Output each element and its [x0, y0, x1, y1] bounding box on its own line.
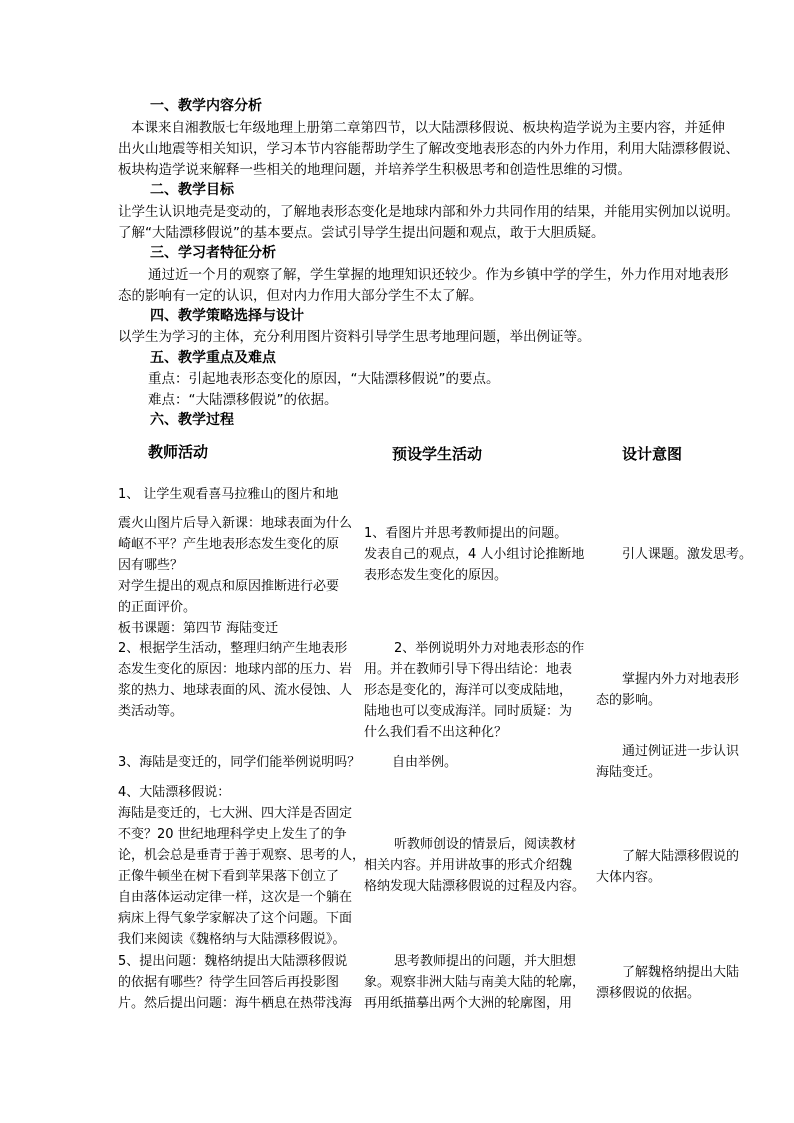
- row2-teacher-line: 类活动等。: [118, 704, 184, 719]
- section4-heading: 四、教学策略选择与设计: [150, 308, 304, 324]
- row1-teacher-line: 的正面评价。: [118, 600, 197, 615]
- row4-teacher-line: 我们来阅读《魏格纳与大陆漂移假说》。: [118, 932, 346, 947]
- row4-teacher-line: 4、大陆漂移假说：: [118, 785, 231, 800]
- difficulty: 难点：“大陆漂移假说”的依据。: [148, 392, 338, 408]
- table-row-5-teacher: [118, 951, 352, 1014]
- table-row-3-teacher: [118, 752, 360, 773]
- table-row-2-student: [364, 638, 584, 743]
- row3-teacher-line: 3、海陆是变迁的，同学们能举例说明吗？: [118, 755, 361, 770]
- row2-student-line: 什么我们看不出这种化？: [364, 725, 508, 740]
- row5-intent-line: 了解魏格纳提出大陆: [622, 965, 740, 980]
- table-row-3-student: [392, 752, 457, 773]
- table-row-1-intent: [622, 544, 752, 565]
- table-row-2-intent: [596, 669, 739, 711]
- table-row-5-student: [364, 951, 585, 1014]
- row1-teacher-line: 1、 让学生观看喜马拉雅山的图片和地: [118, 487, 339, 502]
- row3-intent-line: 海陆变迁。: [596, 765, 662, 780]
- section3-line-2: 态的影响有一定的认识，但对内力作用大部分学生不太了解。: [118, 288, 483, 304]
- table-row-5-intent: [596, 962, 739, 1004]
- col-header-intent: 设计意图: [622, 445, 683, 463]
- section3-line-1: 通过近一个月的观察了解，学生掌握的地理知识还较少。作为乡镇中学的学生，外力作用对地表形: [148, 267, 729, 283]
- row1-teacher-line: 崎岖不平？产生地表形态发生变化的原: [118, 537, 340, 552]
- row5-student-line: 再用纸描摹出两个大洲的轮廓图，用: [364, 996, 573, 1011]
- row5-student-line: 象。观察非洲大陆与南美大陆的轮廓，: [364, 975, 586, 990]
- row2-teacher-line: 浆的热力、地球表面的风、流水侵蚀、人: [118, 683, 353, 698]
- row1-student-line: 1、看图片并思考教师提出的问题。: [364, 526, 568, 541]
- row4-teacher-line: 正像牛顿坐在树下看到苹果落下创立了: [118, 869, 340, 884]
- row2-teacher-line: 2、根据学生活动，整理归纳产生地表形: [118, 641, 348, 656]
- row1-teacher-line: 因有哪些？: [118, 558, 184, 573]
- section3-heading: 三、学习者特征分析: [150, 245, 276, 261]
- section2-heading: 二、教学目标: [150, 182, 234, 198]
- row1-teacher-line: 震火山图片后导入新课：地球表面为什么: [118, 516, 353, 531]
- row2-teacher-line: 态发生变化的原因：地球内部的压力、岩: [118, 662, 353, 677]
- section2-line-1: 让学生认识地壳是变动的，了解地表形态变化是地球内部和外力共同作用的结果，并能用实例加以说明。: [118, 204, 739, 220]
- row5-teacher-line: 片。然后提出问题：海牛栖息在热带浅海: [118, 996, 353, 1011]
- row5-student-line: 思考教师提出的问题，并大胆想: [394, 954, 577, 969]
- row1-teacher-line: [118, 505, 352, 513]
- row4-teacher-line: 病床上得气象学家解决了这个问题。下面: [118, 911, 353, 926]
- row2-student-line: 用。并在教师引导下得出结论：地表: [364, 662, 573, 677]
- table-row-3-intent: [596, 741, 739, 783]
- table-row-1-teacher: [118, 484, 352, 639]
- row3-student-line: 自由举例。: [392, 755, 458, 770]
- table-row-4-intent: [596, 846, 739, 888]
- section5-heading: 五、教学重点及难点: [150, 350, 276, 366]
- table-row-2-teacher: [118, 638, 352, 722]
- row3-intent-line: 通过例证进一步认识: [622, 744, 740, 759]
- row4-teacher-line: 论，机会总是垂青于善于观察、思考的人，: [118, 848, 366, 863]
- row2-intent-line: 态的影响。: [596, 693, 662, 708]
- key-point: 重点：引起地表形态变化的原因，“大陆漂移假说”的要点。: [148, 371, 500, 387]
- row5-teacher-line: 的依据有哪些？待学生回答后再投影图: [118, 975, 340, 990]
- row4-student-line: 格纳发现大陆漂移假说的过程及内容。: [364, 879, 586, 894]
- row2-student-line: 形态是变化的，海洋可以变成陆地，: [364, 683, 573, 698]
- row4-teacher-line: 海陆是变迁的，七大洲、四大洋是否固定: [118, 806, 353, 821]
- row4-student-line: 相关内容。并用讲故事的形式介绍魏: [364, 858, 573, 873]
- section6-heading: 六、教学过程: [150, 412, 234, 428]
- section1-heading: 一、教学内容分析: [150, 98, 262, 114]
- row1-student-line: 表形态发生变化的原因。: [364, 568, 508, 583]
- row1-student-line: 发表自己的观点，4 人小组讨论推断地: [364, 547, 585, 562]
- table-row-1-student: [364, 523, 584, 586]
- section1-line-1: 本课来自湘教版七年级地理上册第二章第四节，以大陆漂移假说、板块构造学说为主要内容，并延伸: [131, 120, 725, 136]
- col-header-teacher: 教师活动: [148, 443, 209, 461]
- section1-line-2: 出火山地震等相关知识，学习本节内容能帮助学生了解改变地表形态的内外力作用，利用大陆漂移假说、: [118, 141, 739, 157]
- row4-intent-line: 大体内容。: [596, 870, 662, 885]
- row1-teacher-line: 对学生提出的观点和原因推断进行必要: [118, 579, 340, 594]
- section1-line-3: 板块构造学说来解释一些相关的地理问题，并培养学生积极思考和创造性思维的习惯。: [118, 162, 631, 178]
- row2-student-line: 2、举例说明外力对地表形态的作: [394, 641, 585, 656]
- col-header-student: 预设学生活动: [392, 445, 483, 463]
- row4-teacher-line: 不变？20 世纪地理科学史上发生了的争: [118, 827, 347, 842]
- table-row-4-student: [364, 834, 585, 897]
- row5-intent-line: 漂移假说的依据。: [596, 986, 701, 1001]
- row1-intent-line: 引人课题。激发思考。: [622, 547, 753, 562]
- section4-line-1: 以学生为学习的主体，充分利用图片资料引导学生思考地理问题，举出例证等。: [118, 329, 591, 345]
- table-row-4-teacher: [118, 782, 365, 950]
- row1-teacher-line: 板书课题：第四节 海陆变迁: [118, 621, 279, 636]
- row4-student-line: 听教师创设的情景后，阅读教材: [394, 837, 577, 852]
- section2-line-2: 了解“大陆漂移假说”的基本要点。尝试引导学生提出问题和观点，敢于大胆质疑。: [118, 225, 605, 241]
- row2-intent-line: 掌握内外力对地表形: [622, 672, 740, 687]
- row4-intent-line: 了解大陆漂移假说的: [622, 849, 740, 864]
- row2-student-line: 陆地也可以变成海洋。同时质疑：为: [364, 704, 573, 719]
- row4-teacher-line: 自由落体运动定律一样，这次是一个躺在: [118, 890, 353, 905]
- row5-teacher-line: 5、提出问题：魏格纳提出大陆漂移假说: [118, 954, 348, 969]
